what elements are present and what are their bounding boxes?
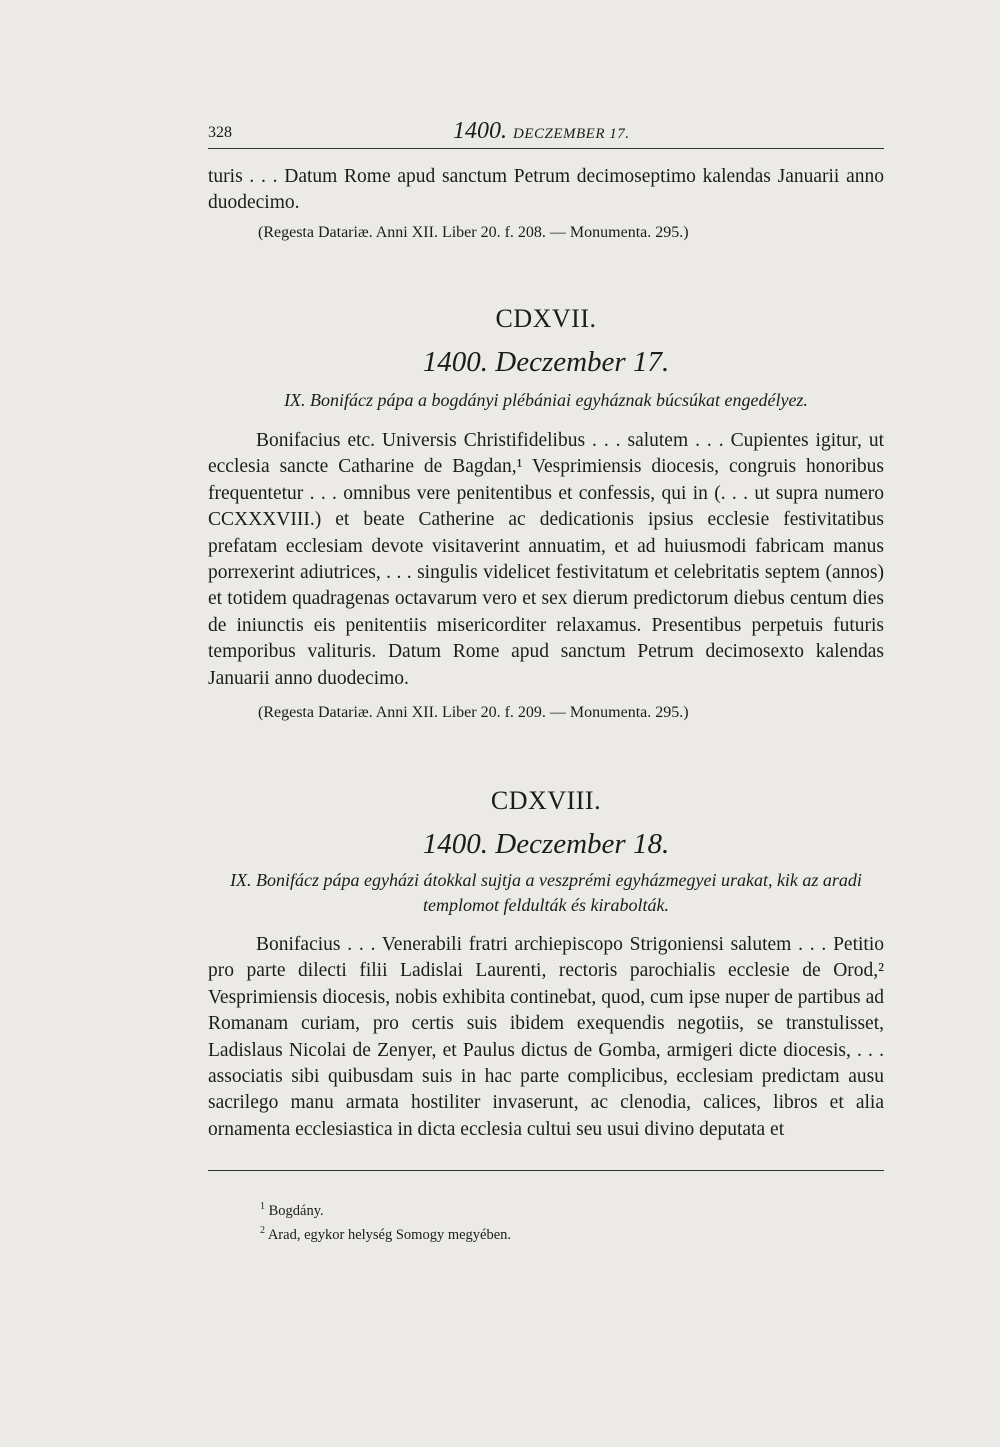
page-number: 328 — [208, 124, 232, 141]
footnote-2-text: Arad, egykor helység Somogy megyében. — [267, 1226, 512, 1243]
footnote-1 — [260, 1197, 511, 1221]
doc2-body: Bonifacius . . . Venerabili fratri archiepiscopo Strigoniensi salutem . . . Petitio pro parte dilecti filii Ladislai Laurenti, rectoris parochialis ecclesie de Orod,² Vesprimiensis diocesis, nobis exhibita continebat, quod, cum ipse nuper de partibus ad Romanam curiam, pro certis suis ibidem exequendis negotiis, se transtulisset, Ladislaus Nicolai de Zenyer, et Paulus dictus de Gomba, armigeri dicte diocesis, . . . associatis sibi quibusdam suis in hac parte complicibus, ecclesiam predictam ausu sacrilego manu armata hostiliter invaserunt, ac clenodia, calices, libros et alia ornamenta ecclesiastica in dicta ecclesia cultui seu usui divino deputata et — [208, 934, 884, 1140]
continuation-reference: (Regesta Datariæ. Anni XII. Liber 20. f. 208. — Monumenta. 295.) — [258, 224, 689, 241]
running-head — [453, 118, 630, 145]
footnotes — [260, 1197, 511, 1245]
doc1-date: 1400. Deczember 17. — [422, 346, 670, 378]
footnote-1-text: Bogdány. — [268, 1202, 324, 1219]
doc2-summary-line1: IX. Bonifácz pápa egyházi átokkal sujtja a veszprémi egyházmegyei urakat, kik az aradi — [230, 870, 862, 890]
doc1-number: CDXVII. — [495, 304, 597, 333]
doc2-summary-line2: templomot feldulták és kirabolták. — [423, 895, 669, 915]
footnote-2 — [260, 1221, 511, 1245]
doc1-summary: IX. Bonifácz pápa a bogdányi plébániai egyháznak búcsúkat engedélyez. — [284, 390, 808, 410]
footnote-1-mark: 1 — [260, 1201, 265, 1212]
doc1-body: Bonifacius etc. Universis Christifidelibus . . . salutem . . . Cupientes igitur, ut ecclesia sancte Catharine de Bagdan,¹ Vesprimiensis diocesis, congruis honoribus frequentetur . . . omnibus vere penitentibus et confessis, qui in (. . . ut supra numero CCXXXVIII.) et beate Catherine ac dedicationis ipsius ecclesie festivitatibus prefatam ecclesiam devote visitaverint annuatim, et ad huiusmodi fabricam manus porrexerint adiutrices, . . . singulis videlicet festivitatum et celebritatis septem (annos) et totidem quadragenas octavarum vero et sex dierum predictorum diebus centum dies de iniunctis eis penitentiis misericorditer relaxamus. Presentibus perpetuis futuris temporibus valituris. Datum Rome apud sanctum Petrum decimosexto kalendas Januarii anno duodecimo. — [208, 430, 884, 689]
running-head-year: 1400. — [453, 118, 507, 144]
doc2-number: CDXVIII. — [490, 786, 602, 815]
footnote-rule — [208, 1170, 884, 1171]
page-header — [208, 118, 884, 149]
doc1-reference: (Regesta Datariæ. Anni XII. Liber 20. f. 209. — Monumenta. 295.) — [258, 704, 689, 721]
running-head-month: DECZEMBER 17. — [513, 126, 630, 142]
doc2-date: 1400. Deczember 18. — [422, 828, 670, 860]
doc2-summary — [208, 868, 884, 918]
footnote-2-mark: 2 — [260, 1224, 265, 1236]
continuation-text: turis . . . Datum Rome apud sanctum Petrum decimoseptimo kalendas Januarii anno duodecimo. — [208, 166, 884, 214]
